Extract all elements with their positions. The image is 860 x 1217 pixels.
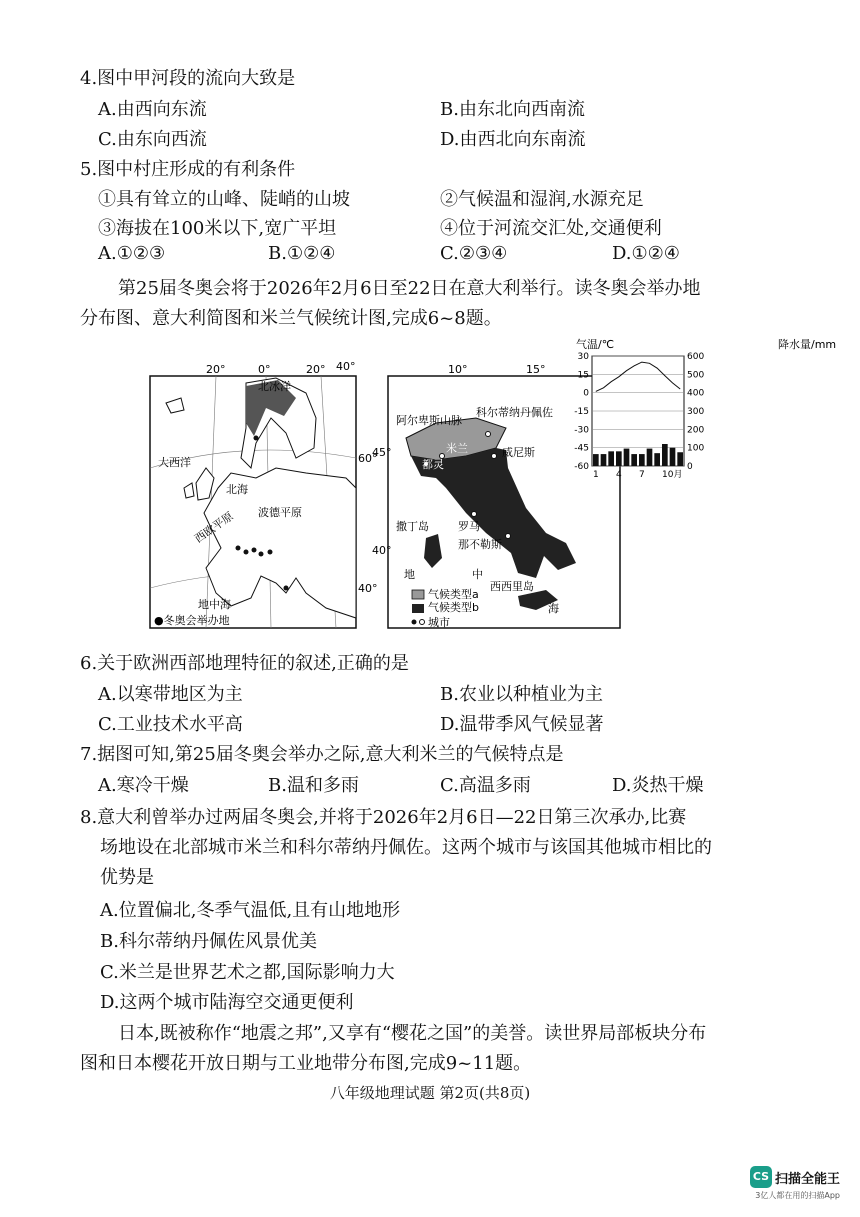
label-turin: 都灵 (422, 458, 444, 471)
label-west-european-plain: 西欧平原 (192, 509, 236, 546)
europe-lat-label: 60° (358, 452, 378, 465)
climate-temp-tick-label: -45 (574, 443, 589, 454)
climate-temp-tick-label: 15 (577, 370, 589, 381)
q5-statement-2: ②气候温和湿润,水源充足 (440, 189, 644, 210)
climate-precip-bar (647, 449, 653, 466)
q5-option-a: A.①②③ (98, 243, 166, 264)
climate-precip-bar (616, 451, 622, 466)
climate-month-label: 1 (593, 470, 599, 480)
climate-precip-bar (593, 454, 599, 466)
climate-temp-tick-label: -15 (574, 407, 589, 417)
europe-lat-label: 40° (358, 582, 378, 595)
q7-option-a: A.寒冷干燥 (98, 775, 189, 796)
q8-stem-line2: 场地设在北部城市米兰和科尔蒂纳丹佩佐。这两个城市与该国其他城市相比的 (100, 837, 712, 858)
climate-temp-tick-label: -30 (574, 425, 589, 436)
label-milan: 米兰 (446, 442, 468, 455)
camscanner-watermark (750, 1166, 840, 1201)
label-rome: 罗马 (458, 520, 480, 533)
q5-statement-4: ④位于河流交汇处,交通便利 (440, 218, 662, 239)
label-sicily: 西西里岛 (490, 580, 534, 593)
climate-precip-bar (601, 454, 607, 466)
q7-option-c: C.高温多雨 (440, 775, 531, 796)
q4-option-b: B.由东北向西南流 (440, 99, 585, 120)
italy-legend-city: 城市 (428, 616, 450, 629)
q6-option-b: B.农业以种植业为主 (440, 684, 603, 705)
climate-precip-bar (639, 454, 645, 466)
climate-precip-axis-label: 降水量/mm (778, 338, 836, 351)
europe-map (150, 360, 378, 628)
europe-lon-label: 0° (258, 363, 271, 376)
climate-precip-bar (662, 444, 668, 466)
q5-option-d: D.①②④ (612, 243, 680, 264)
climate-precip-tick-label: 600 (687, 352, 705, 362)
q4-option-d: D.由西北向东南流 (440, 129, 586, 150)
climate-precip-tick-label: 300 (687, 407, 705, 417)
q5-statement-3: ③海拔在100米以下,宽广平坦 (98, 218, 337, 239)
climate-precip-tick-label: 100 (687, 443, 705, 454)
italy-legend-a: 气候类型a (428, 588, 479, 601)
q6-stem: 6.关于欧洲西部地理特征的叙述,正确的是 (80, 653, 409, 674)
q8-option-c: C.米兰是世界艺术之都,国际影响力大 (100, 962, 395, 983)
label-naples: 那不勒斯 (458, 538, 502, 551)
climate-temp-tick-label: -60 (574, 462, 589, 472)
climate-month-label: 7 (639, 470, 645, 480)
q6-option-d: D.温带季风气候显著 (440, 714, 604, 735)
italy-lat-label: 45° (372, 446, 392, 459)
climate-precip-bar (631, 454, 637, 466)
italy-lon-label: 15° (526, 363, 546, 376)
figure-maps (146, 338, 836, 634)
milan-climate-chart (574, 338, 836, 480)
camscanner-tagline: 3亿人都在用的扫描App (755, 1191, 840, 1200)
label-di: 地 (404, 568, 415, 581)
europe-lon-label: 40° (336, 360, 356, 373)
label-zhong: 中 (472, 568, 483, 581)
intro-9-11-line1: 日本,既被称作“地震之邦”,又享有“樱花之国”的美誉。读世界局部板块分布 (118, 1023, 707, 1044)
climate-precip-bar (654, 453, 660, 466)
q7-stem: 7.据图可知,第25届冬奥会举办之际,意大利米兰的气候特点是 (80, 744, 564, 765)
camscanner-name: 扫描全能王 (774, 1171, 840, 1187)
q5-statement-1: ①具有耸立的山峰、陡峭的山坡 (98, 189, 350, 210)
label-atlantic-ocean: 大西洋 (158, 456, 191, 469)
intro-9-11-line2: 图和日本樱花开放日期与工业地带分布图,完成9~11题。 (80, 1053, 532, 1074)
europe-lon-label: 20° (206, 363, 226, 376)
climate-precip-bar (670, 448, 676, 466)
q8-stem-line3: 优势是 (100, 867, 154, 888)
italy-lon-label: 10° (448, 363, 468, 376)
label-cortina: 科尔蒂纳丹佩佐 (476, 406, 553, 419)
climate-precip-tick-label: 0 (687, 462, 693, 472)
europe-legend: ●冬奥会举办地 (154, 614, 230, 627)
q5-stem: 5.图中村庄形成的有利条件 (80, 159, 296, 180)
q5-option-b: B.①②④ (268, 243, 336, 264)
climate-month-label: 10月 (662, 470, 683, 480)
climate-precip-bar (608, 451, 614, 466)
q4-option-a: A.由西向东流 (98, 99, 207, 120)
climate-precip-bar (677, 452, 683, 466)
q6-option-c: C.工业技术水平高 (98, 714, 243, 735)
climate-temp-axis-label: 气温/℃ (576, 338, 615, 351)
europe-lon-label: 20° (306, 363, 326, 376)
climate-precip-bar (624, 449, 630, 466)
q8-option-d: D.这两个城市陆海空交通更便利 (100, 992, 354, 1013)
label-arctic-ocean: 北冰洋 (258, 380, 291, 393)
intro-6-8-line2: 分布图、意大利简图和米兰气候统计图,完成6~8题。 (80, 308, 502, 329)
climate-precip-tick-label: 500 (687, 370, 705, 381)
q6-option-a: A.以寒带地区为主 (98, 684, 243, 705)
climate-precip-tick-label: 400 (687, 388, 705, 399)
label-alps: 阿尔卑斯山脉 (396, 414, 462, 427)
intro-6-8-line1: 第25届冬奥会将于2026年2月6日至22日在意大利举行。读冬奥会举办地 (118, 278, 701, 299)
q4-stem: 4.图中甲河段的流向大致是 (80, 68, 296, 89)
climate-precip-tick-label: 200 (687, 425, 705, 436)
label-sardinia: 撒丁岛 (396, 520, 429, 533)
climate-temp-tick-label: 0 (583, 388, 589, 399)
q4-option-c: C.由东向西流 (98, 129, 207, 150)
label-mediterranean: 地中海 (198, 598, 231, 611)
label-venice: 威尼斯 (502, 446, 535, 459)
label-north-sea: 北海 (226, 483, 248, 496)
climate-month-label: 4 (616, 470, 622, 480)
climate-temp-tick-label: 30 (577, 352, 589, 362)
italy-map (372, 363, 620, 629)
q7-option-d: D.炎热干燥 (612, 775, 704, 796)
page-footer: 八年级地理试题 第2页(共8页) (329, 1084, 531, 1102)
camscanner-logo-icon: CS (750, 1166, 772, 1188)
italy-lat-label: 40° (372, 544, 392, 557)
italy-legend-b: 气候类型b (428, 601, 479, 614)
q7-option-b: B.温和多雨 (268, 775, 359, 796)
label-hai: 海 (548, 602, 559, 615)
q8-option-b: B.科尔蒂纳丹佩佐风景优美 (100, 931, 317, 952)
label-polish-plain: 波德平原 (258, 506, 302, 519)
q8-option-a: A.位置偏北,冬季气温低,且有山地地形 (100, 900, 401, 921)
q5-option-c: C.②③④ (440, 243, 508, 264)
q8-stem-line1: 8.意大利曾举办过两届冬奥会,并将于2026年2月6日—22日第三次承办,比赛 (80, 807, 687, 828)
